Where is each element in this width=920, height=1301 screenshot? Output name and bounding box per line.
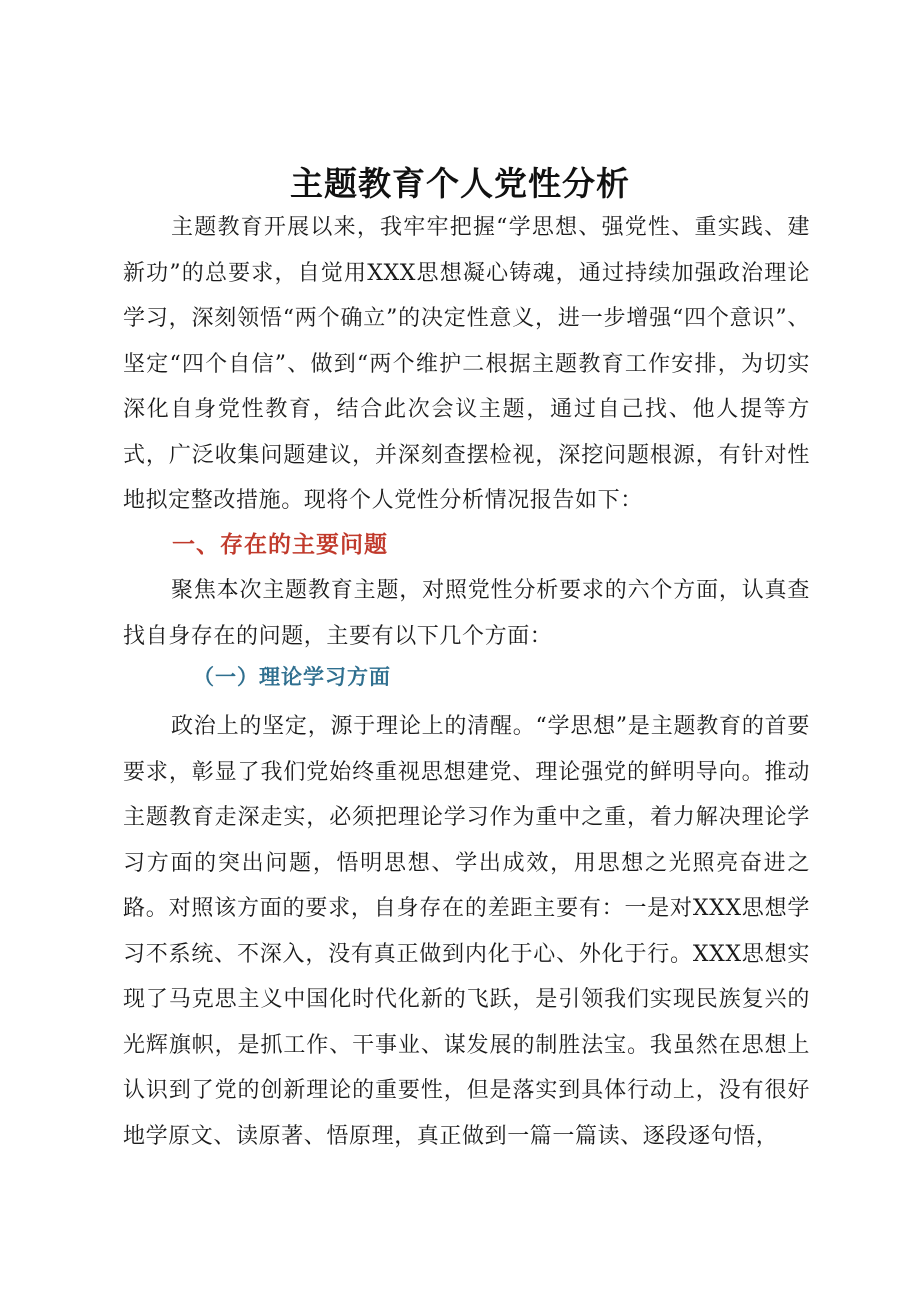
intro-paragraph: 主题教育开展以来，我牢牢把握“学思想、强党性、重实践、建新功”的总要求，自觉用XXX思想凝心铸魂，通过持续加强政治理论学习，深刻领悟“两个确立”的决定性意义，进一步增强“四个意识”、坚定“四个自信”、做到“两个维护二根据主题教育工作安排，为切实深化自身党性教育，结合此次会议主题，通过自己找、他人提等方式，广泛收集问题建议，并深刻查摆检视，深挖问题根源，有针对性地拟定整改措施。现将个人党性分析情况报告如下：	[123, 215, 810, 513]
theory-study-paragraph: 政治上的坚定，源于理论上的清醒。“学思想”是主题教育的首要要求，彰显了我们党始终重视思想建党、理论强党的鲜明导向。推动主题教育走深走实，必须把理论学习作为重中之重，着力解决理论学习方面的突出问题，悟明思想、学出成效，用思想之光照亮奋进之路。对照该方面的要求，自身存在的差距主要有：一是对XXX思想学习不系统、不深入，没有真正做到内化于心、外化于行。XXX思想实现了马克思主义中国化时代化新的飞跃，是引领我们实现民族复兴的光辉旗帜，是抓工作、干事业、谋发展的制胜法宝。我虽然在思想上认识到了党的创新理论的重要性，但是落实到具体行动上，没有很好地学原文、读原著、悟原理，真正做到一篇一篇读、逐段逐句悟，	[123, 714, 810, 1149]
document-title: 主题教育个人党性分析	[290, 164, 630, 203]
subsection-heading-theory-study: （一）理论学习方面	[193, 664, 391, 689]
section-intro-paragraph: 聚焦本次主题教育主题，对照党性分析要求的六个方面，认真查找自身存在的问题，主要有以下几个方面：	[123, 578, 810, 649]
section-heading-main-problems: 一、存在的主要问题	[172, 532, 388, 558]
